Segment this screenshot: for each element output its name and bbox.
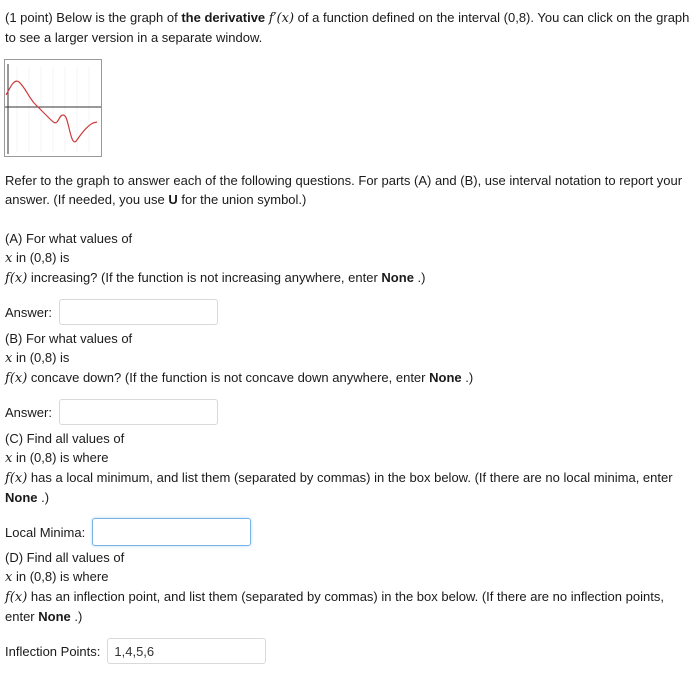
none-keyword: None (381, 270, 414, 285)
intro-rest: of a function defined on the interval (0,8). You can click on the graph to see a larger version in a separate window. (5, 10, 690, 45)
question-b-line3 (5, 368, 695, 388)
question-c-end: .) (41, 490, 50, 505)
answer-b-row (5, 399, 218, 425)
answer-a-row (5, 299, 218, 325)
question-a-line3-text: increasing? (If the function is not increasing anywhere, enter (30, 270, 378, 285)
question-d-line1: (D) Find all values of (5, 550, 125, 565)
none-keyword: None (429, 370, 462, 385)
derivative-graph-thumbnail[interactable] (4, 59, 102, 157)
question-c-line3 (5, 468, 695, 507)
question-b-line3-text: concave down? (If the function is not concave down anywhere, enter (30, 370, 426, 385)
question-a-line2 (5, 248, 695, 268)
intro-bold: the derivative (181, 10, 266, 25)
question-a-end: .) (417, 270, 426, 285)
instructions (5, 171, 695, 209)
answer-b-label: Answer: (5, 404, 52, 420)
answer-b-input[interactable] (59, 399, 218, 425)
question-c-line2-text: in (0,8) is where (15, 450, 109, 465)
question-a (5, 229, 695, 288)
local-minima-label: Local Minima: (5, 524, 86, 540)
var-x: x (5, 351, 13, 366)
derivative-graph (5, 60, 101, 156)
fprime-notation: f′(x) (268, 11, 295, 26)
local-minima-input[interactable] (92, 518, 251, 546)
question-b-line1: (B) For what values of (5, 331, 133, 346)
inflection-points-input[interactable] (107, 638, 266, 664)
question-a-line2-text: in (0,8) is (15, 250, 70, 265)
var-x: x (5, 570, 13, 585)
question-c-line2 (5, 448, 695, 468)
question-d-line2-text: in (0,8) is where (15, 569, 109, 584)
question-b-line2 (5, 348, 695, 368)
fx-notation: f(x) (5, 471, 28, 486)
union-symbol-hint: U (168, 192, 178, 207)
question-a-line3 (5, 268, 695, 288)
answer-c-row (5, 518, 251, 546)
question-d-line2 (5, 567, 695, 587)
fx-notation: f(x) (5, 590, 28, 605)
instructions-end: for the union symbol.) (181, 192, 307, 207)
question-a-line1: (A) For what values of (5, 231, 133, 246)
derivative-curve (6, 81, 97, 142)
problem-intro (5, 8, 695, 47)
instructions-text: Refer to the graph to answer each of the following questions. For parts (A) and (B), use interval notation to report your answer. (If needed, you use (5, 173, 683, 207)
none-keyword: None (5, 490, 38, 505)
question-d (5, 548, 695, 626)
question-d-line3 (5, 587, 695, 626)
none-keyword: None (38, 609, 71, 624)
question-b (5, 329, 695, 388)
answer-a-input[interactable] (59, 299, 218, 325)
inflection-points-label: Inflection Points: (5, 643, 101, 659)
question-d-line3-text: has an inflection point, and list them (separated by commas) in the box below. (If there are no inflection points, enter (5, 589, 664, 624)
var-x: x (5, 451, 13, 466)
fx-notation: f(x) (5, 371, 28, 386)
question-d-end: .) (74, 609, 83, 624)
answer-a-label: Answer: (5, 304, 52, 320)
question-c (5, 429, 695, 507)
answer-d-row (5, 638, 266, 664)
question-b-end: .) (465, 370, 474, 385)
question-c-line3-text: has a local minimum, and list them (separated by commas) in the box below. (If there are no local minima, enter (30, 470, 673, 485)
fx-notation: f(x) (5, 271, 28, 286)
question-b-line2-text: in (0,8) is (15, 350, 70, 365)
intro-text: (1 point) Below is the graph of (5, 10, 178, 25)
var-x: x (5, 251, 13, 266)
question-c-line1: (C) Find all values of (5, 431, 125, 446)
